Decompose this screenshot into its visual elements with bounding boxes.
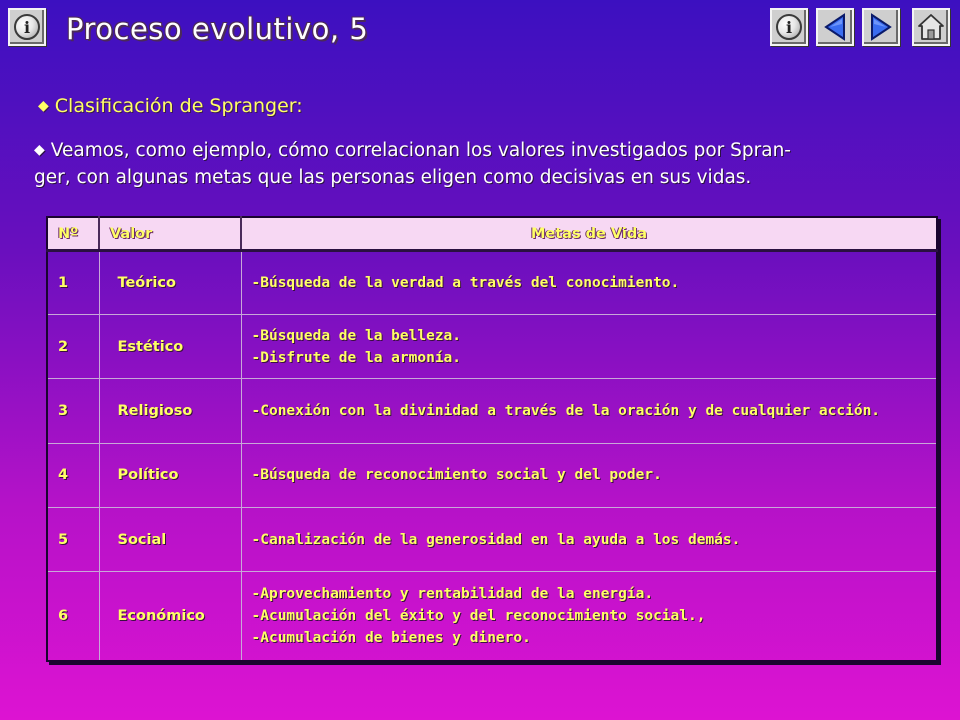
row-valor: Religioso [99, 379, 241, 443]
row-metas [241, 572, 937, 661]
row-valor: Estético [99, 315, 241, 379]
intro-line-1: Veamos, como ejemplo, cómo correlacionan los valores investigados por Spran- [50, 140, 791, 161]
meta-line: -Aprovechamiento y rentabilidad de la energía. [251, 586, 654, 603]
meta-line: -Acumulación de bienes y dinero. [251, 630, 531, 647]
previous-slide-button[interactable] [816, 8, 854, 46]
row-valor: Político [99, 443, 241, 507]
row-num: 4 [47, 443, 99, 507]
table-row [47, 443, 937, 507]
meta-line: -Búsqueda de la belleza. [251, 327, 462, 344]
table-header-row [47, 217, 937, 251]
row-valor: Teórico [99, 251, 241, 315]
table-row [47, 315, 937, 379]
meta-line: -Conexión con la divinidad a través de la oración y de cualquier acción. [251, 403, 881, 420]
table-row [47, 572, 937, 661]
row-metas [241, 315, 937, 379]
meta-line: -Disfrute de la armonía. [251, 349, 462, 366]
row-valor: Económico [99, 572, 241, 661]
row-metas [241, 379, 937, 443]
diamond-bullet-icon: ◆ [38, 98, 49, 114]
section-subtitle [38, 95, 303, 117]
forward-arrow-icon [866, 12, 896, 42]
subtitle-text: Clasificación de Spranger: [54, 95, 303, 117]
meta-line: -Búsqueda de la verdad a través del conocimiento. [251, 275, 680, 292]
meta-line: -Búsqueda de reconocimiento social y del poder. [251, 467, 662, 484]
page-title: Proceso evolutivo, 5 [66, 12, 369, 46]
row-num: 3 [47, 379, 99, 443]
row-num: 6 [47, 572, 99, 661]
info-button-left[interactable] [8, 8, 46, 46]
table-row [47, 251, 937, 315]
row-metas [241, 507, 937, 571]
next-slide-button[interactable] [862, 8, 900, 46]
header-valor: Valor [99, 217, 241, 251]
header-metas: Metas de Vida [241, 217, 937, 251]
row-valor: Social [99, 507, 241, 571]
table-row [47, 379, 937, 443]
header-num: Nº [47, 217, 99, 251]
intro-paragraph [34, 137, 939, 191]
table-row [47, 507, 937, 571]
intro-line-2: ger, con algunas metas que las personas eligen como decisivas en sus vidas. [34, 167, 752, 188]
info-button[interactable] [770, 8, 808, 46]
info-icon: i [14, 14, 40, 40]
row-num: 1 [47, 251, 99, 315]
info-icon: i [776, 14, 802, 40]
diamond-bullet-icon: ◆ [34, 142, 45, 158]
home-icon [916, 12, 946, 42]
row-metas [241, 443, 937, 507]
meta-line: -Canalización de la generosidad en la ayuda a los demás. [251, 531, 741, 548]
row-num: 5 [47, 507, 99, 571]
home-button[interactable] [912, 8, 950, 46]
spranger-values-table [46, 216, 938, 662]
row-metas [241, 251, 937, 315]
back-arrow-icon [820, 12, 850, 42]
row-num: 2 [47, 315, 99, 379]
meta-line: -Acumulación del éxito y del reconocimiento social., [251, 608, 706, 625]
